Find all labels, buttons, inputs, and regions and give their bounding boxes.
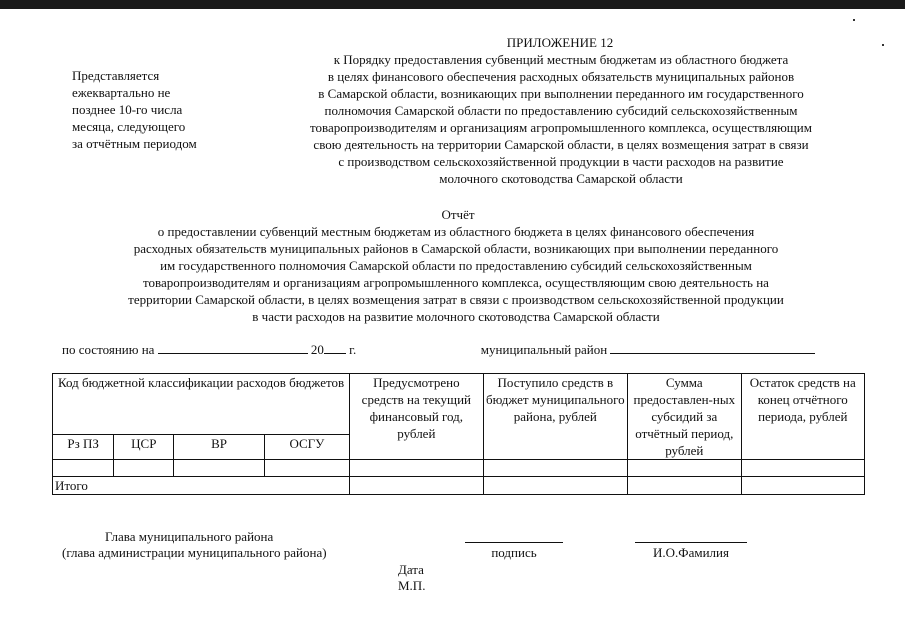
head-title: Глава муниципального района [105, 529, 274, 544]
date-label: Дата [398, 562, 424, 577]
column-header: Сумма предоставлен-ных субсидий за отчётный период, рублей [628, 374, 741, 460]
year-field[interactable] [324, 340, 346, 354]
signature-line[interactable] [465, 542, 563, 543]
name-label: И.О.Фамилия [653, 545, 729, 560]
table-cell[interactable] [350, 477, 483, 495]
table-cell[interactable] [628, 477, 741, 495]
report-line: им государственного полномочия Самарской области по предоставлению субсидий сельскохозяйственным [160, 258, 752, 273]
subheader-rz-pz: Рз ПЗ [53, 434, 114, 459]
column-header: Предусмотрено средств на текущий финансовый год, рублей [350, 374, 483, 460]
appendix-line: молочного скотоводства Самарской области [439, 171, 683, 186]
note-line: позднее 10-го числа [72, 102, 183, 117]
district-field[interactable] [610, 340, 815, 354]
appendix-line: к Порядку предоставления субвенций местным бюджетам из областного бюджета [333, 52, 789, 67]
district-label: муниципальный район [480, 342, 608, 357]
appendix-line: свою деятельность на территории Самарской области, в целях возмещения затрат в связи [313, 137, 809, 152]
year-suffix: г. [349, 342, 357, 357]
appendix-line: с производством сельскохозяйственной продукции в части расходов на развитие [338, 154, 784, 169]
report-line: о предоставлении субвенций местным бюджетам из областного бюджета в целях финансового обеспечения [157, 224, 755, 239]
appendix-text [236, 51, 886, 187]
note-line: месяца, следующего [72, 119, 186, 134]
table-cell[interactable] [741, 460, 865, 477]
table-cell[interactable] [350, 460, 483, 477]
subheader-vr: ВР [174, 434, 264, 459]
report-title: Отчёт [441, 207, 475, 222]
total-row [53, 477, 865, 495]
report-line: в части расходов на развитие молочного скотоводства Самарской области [252, 309, 660, 324]
stamp-label: М.П. [398, 578, 426, 593]
report-line: товаропроизводителям и организациям агропромышленного комплекса, осуществляющим свою деятельность на [143, 275, 769, 290]
date-field[interactable] [158, 340, 308, 354]
note-line: ежеквартально не [72, 85, 171, 100]
total-label: Итого [53, 477, 350, 495]
top-border-bar [0, 0, 905, 9]
appendix-line: в Самарской области, возникающих при выполнении переданного им государственного [318, 86, 804, 101]
table-row [53, 460, 865, 477]
column-header: Остаток средств на конец отчётного периода, рублей [741, 374, 865, 460]
report-line: расходных обязательств муниципальных районов в Самарской области, возникающих при выполнении переданного [133, 241, 779, 256]
table-cell[interactable] [628, 460, 741, 477]
signature-label: подпись [491, 545, 537, 560]
scan-speck [853, 19, 855, 21]
year-prefix: 20 [310, 342, 324, 357]
table-header-row [53, 374, 865, 435]
report-description [40, 223, 872, 325]
date-line [62, 340, 882, 358]
column-header: Поступило средств в бюджет муниципального района, рублей [483, 374, 628, 460]
report-line: территории Самарской области, в целях возмещения затрат в связи с производством сельскохозяйственной продукции [128, 292, 784, 307]
name-line[interactable] [635, 542, 747, 543]
head-subtitle: (глава администрации муниципального района) [62, 545, 327, 560]
table-cell[interactable] [53, 460, 114, 477]
budget-code-header: Код бюджетной классификации расходов бюджетов [53, 374, 350, 435]
subheader-csr: ЦСР [114, 434, 174, 459]
scan-speck [882, 44, 884, 46]
table-cell[interactable] [483, 460, 628, 477]
appendix-line: в целях финансового обеспечения расходных обязательств муниципальных районов [327, 69, 795, 84]
note-line: за отчётным периодом [72, 136, 197, 151]
table-cell[interactable] [114, 460, 174, 477]
appendix-line: полномочия Самарской области по предоставлению субсидий сельскохозяйственным [324, 103, 798, 118]
subheader-osgu: ОСГУ [264, 434, 349, 459]
appendix-line: товаропроизводителям и организациям агропромышленного комплекса, осуществляющим [309, 120, 812, 135]
note-line: Представляется [72, 68, 160, 83]
table-cell[interactable] [483, 477, 628, 495]
report-table [52, 373, 865, 495]
table-cell[interactable] [741, 477, 865, 495]
table-cell[interactable] [174, 460, 264, 477]
submission-note [72, 67, 242, 152]
date-prefix: по состоянию на [62, 342, 155, 357]
appendix-title: ПРИЛОЖЕНИЕ 12 [506, 35, 614, 50]
table-cell[interactable] [264, 460, 349, 477]
